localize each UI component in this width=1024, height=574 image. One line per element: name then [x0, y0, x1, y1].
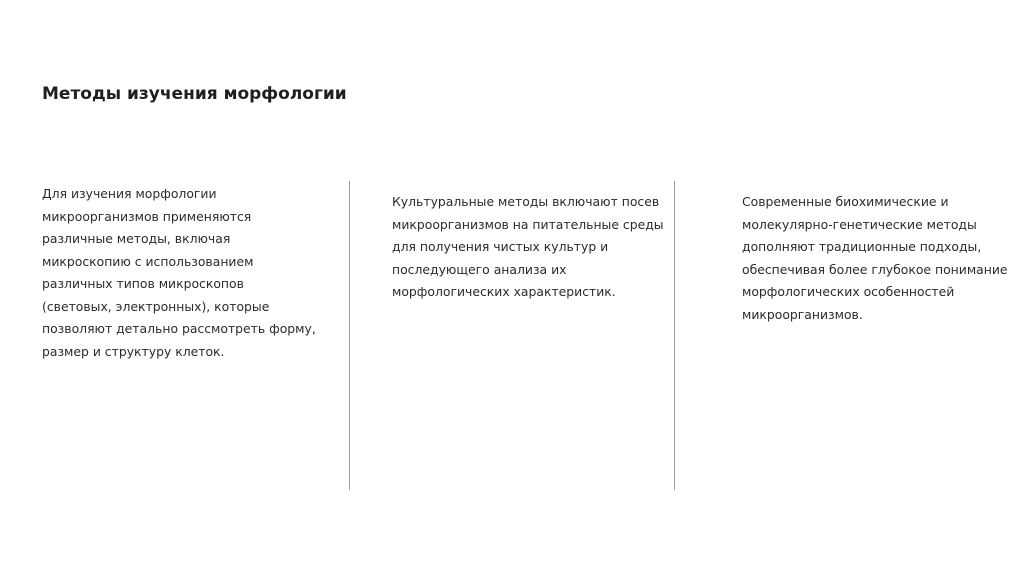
- text-column-cultural-methods: Культуральные методы включают посев микроорганизмов на питательные среды для получения чистых культур и последующего анализа их морфологических характеристик.: [392, 194, 664, 299]
- column-divider: [674, 181, 675, 490]
- text-column-modern-methods: Современные биохимические и молекулярно-генетические методы дополняют традиционные подходы, обеспечивая более глубокое понимание морфологических особенностей микроорганизмов.: [742, 194, 1008, 322]
- slide-title: Методы изучения морфологии: [42, 84, 347, 104]
- text-column-microscopy: Для изучения морфологии микроорганизмов применяются различные методы, включая микроскопию с использованием различных типов микроскопов (световых, электронных), которые позволяют детально рассмотреть форму, размер и структуру клеток.: [42, 186, 316, 359]
- column-divider: [349, 181, 350, 490]
